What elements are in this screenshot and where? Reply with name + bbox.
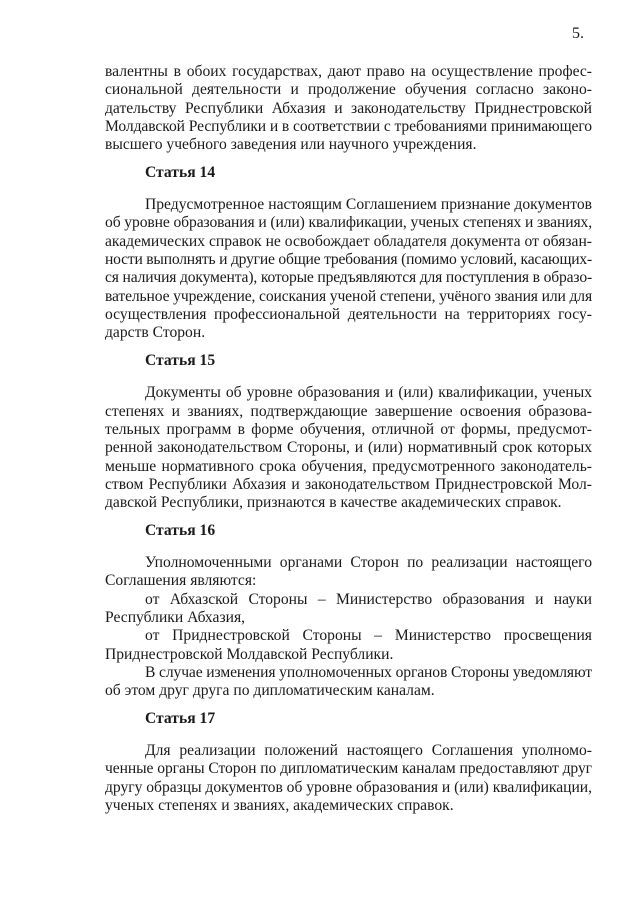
text-line: степенях и званиях, подтверждающие завершение освоения образова-: [105, 402, 592, 420]
text-line: вательное учреждение, соискания ученой степени, учёного звания или для: [105, 287, 592, 305]
paragraph: [105, 664, 592, 701]
text-line: сиональной деятельности и продолжение обучения согласно законо-: [105, 81, 592, 99]
text-line: Для реализации положений настоящего Соглашения уполномо-: [145, 742, 592, 759]
text-line: осуществления профессиональной деятельности на территориях госу-: [105, 306, 592, 324]
text-line: Уполномоченными органами Сторон по реализации настоящего: [145, 553, 592, 571]
document-body: [105, 63, 592, 815]
page-number: 5.: [572, 25, 584, 42]
text-line: дательству Республики Абхазия и законодательству Приднестровской: [105, 99, 592, 117]
text-line: высшего учебного заведения или научного учреждения.: [105, 136, 477, 154]
paragraph: [105, 196, 592, 343]
text-line: валентны в обоих государствах, дают право на осуществление профес-: [105, 63, 592, 80]
text-line: ченные органы Сторон по дипломатическим каналам предоставляют друг: [105, 760, 592, 778]
article-heading: Статья 16: [145, 521, 216, 539]
text-line: Молдавской Республики и в соответствии с требованиями принимающего: [105, 118, 592, 136]
text-line: дарств Сторон.: [105, 324, 206, 342]
text-line: давской Республики, признаются в качестве академических справок.: [105, 494, 562, 512]
text-line: Соглашения являются:: [105, 572, 257, 590]
paragraph: [105, 591, 592, 628]
text-line: ности выполнять и другие общие требования (помимо условий, касающих-: [105, 251, 592, 269]
text-line: ством Республики Абхазия и законодательством Приднестровской Мол-: [105, 475, 592, 493]
article-heading: Статья 17: [145, 709, 216, 727]
paragraph: [105, 554, 592, 591]
text-line: другу образцы документов об уровне образования и (или) квалификации,: [105, 778, 593, 796]
article-heading: Статья 15: [145, 351, 216, 369]
text-line: академических справок не освобождает обладателя документа от обязан-: [105, 232, 592, 250]
text-line: об уровне образования и (или) квалификации, ученых степенях и званиях,: [105, 214, 592, 232]
article-heading: Статья 14: [145, 163, 216, 181]
text-line: меньше нормативного срока обучения, предусмотренного законодатель-: [105, 457, 592, 475]
text-line: Приднестровской Молдавской Республики.: [105, 645, 394, 663]
text-line: от Абхазской Стороны – Министерство образования и науки: [145, 590, 592, 608]
text-line: Предусмотренное настоящим Соглашением признание документов: [145, 196, 592, 214]
paragraph: [105, 63, 592, 155]
paragraph: [105, 384, 592, 512]
paragraph: [105, 627, 592, 664]
text-line: ся наличия документа), которые предъявляются для поступления в образо-: [105, 269, 592, 287]
paragraph: [105, 742, 592, 815]
text-line: от Приднестровской Стороны – Министерство просвещения: [145, 627, 592, 645]
text-line: Республики Абхазия,: [105, 608, 246, 626]
text-line: ренной законодательством Стороны, и (или) нормативный срок которых: [105, 439, 592, 457]
text-line: ученых степенях и званиях, академических справок.: [105, 797, 454, 815]
text-line: Документы об уровне образования и (или) квалификации, ученых: [145, 384, 592, 402]
text-line: об этом друг друга по дипломатическим каналам.: [105, 682, 435, 700]
text-line: тельных программ в форме обучения, отличной от формы, предусмот-: [105, 420, 592, 438]
text-line: В случае изменения уполномоченных органов Стороны уведомляют: [145, 663, 592, 681]
